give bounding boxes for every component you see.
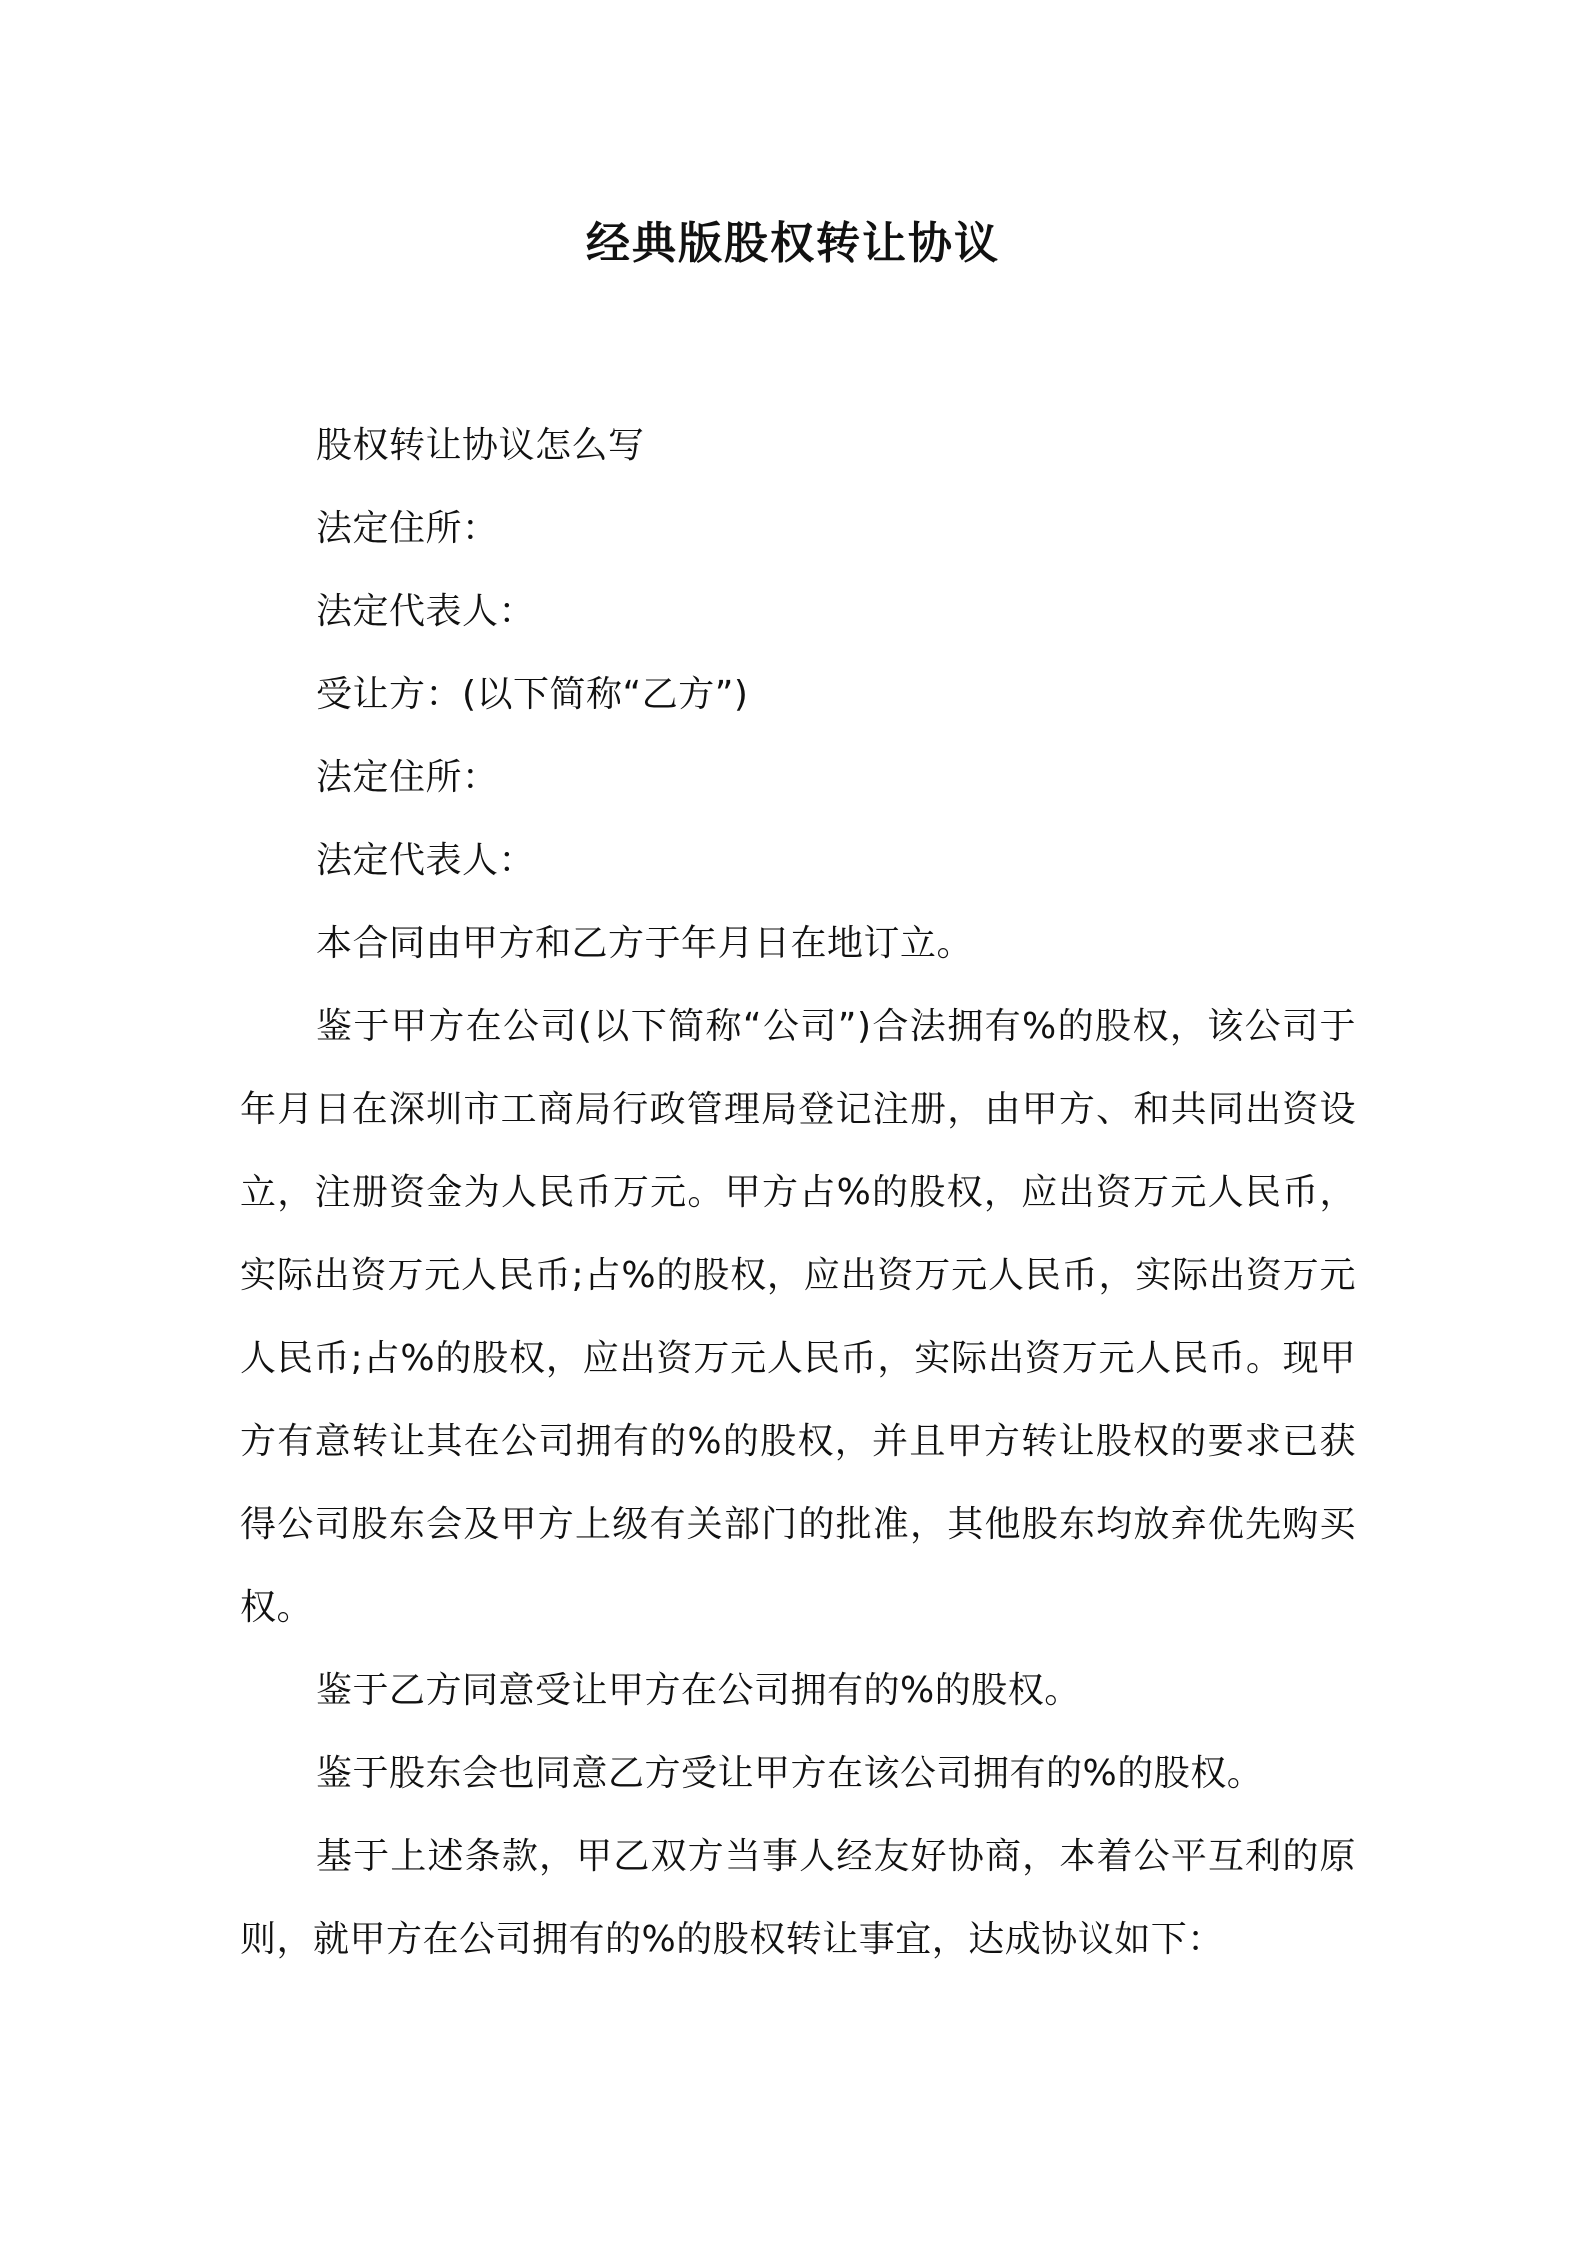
document-body <box>240 404 1356 1981</box>
paragraph-legal-rep-a: 法定代表人： <box>316 591 536 632</box>
document-title: 经典版股权转让协议 <box>586 218 1000 269</box>
paragraph-domicile-a: 法定住所： <box>316 508 499 549</box>
paragraph-agreement: 基于上述条款，甲乙双方当事人经友好协商，本着公平互利的原则，就甲方在公司拥有的%的股权转让事宜，达成协议如下： <box>240 1836 1356 1960</box>
paragraph-heading: 股权转让协议怎么写 <box>316 425 645 466</box>
paragraph-transferee: 受让方：(以下简称“乙方”) <box>316 674 749 715</box>
paragraph-whereas-1: 鉴于甲方在公司(以下简称“公司”)合法拥有%的股权，该公司于年月日在深圳市工商局行政管理局登记注册，由甲方、和共同出资设立，注册资金为人民币万元。甲方占%的股权，应出资万元人民币，实际出资万元人民币;占%的股权，应出资万元人民币，实际出资万元人民币;占%的股权，应出资万元人民币，实际出资万元人民币。现甲方有意转让其在公司拥有的%的股权，并且甲方转让股权的要求已获得公司股东会及甲方上级有关部门的批准，其他股东均放弃优先购买权。 <box>240 1006 1356 1628</box>
paragraph-whereas-3: 鉴于股东会也同意乙方受让甲方在该公司拥有的%的股权。 <box>316 1753 1264 1794</box>
paragraph-contract-made: 本合同由甲方和乙方于年月日在地订立。 <box>316 923 974 964</box>
paragraph-domicile-b: 法定住所： <box>316 757 499 798</box>
paragraph-whereas-2: 鉴于乙方同意受让甲方在公司拥有的%的股权。 <box>316 1670 1081 1711</box>
paragraph-legal-rep-b: 法定代表人： <box>316 840 536 881</box>
